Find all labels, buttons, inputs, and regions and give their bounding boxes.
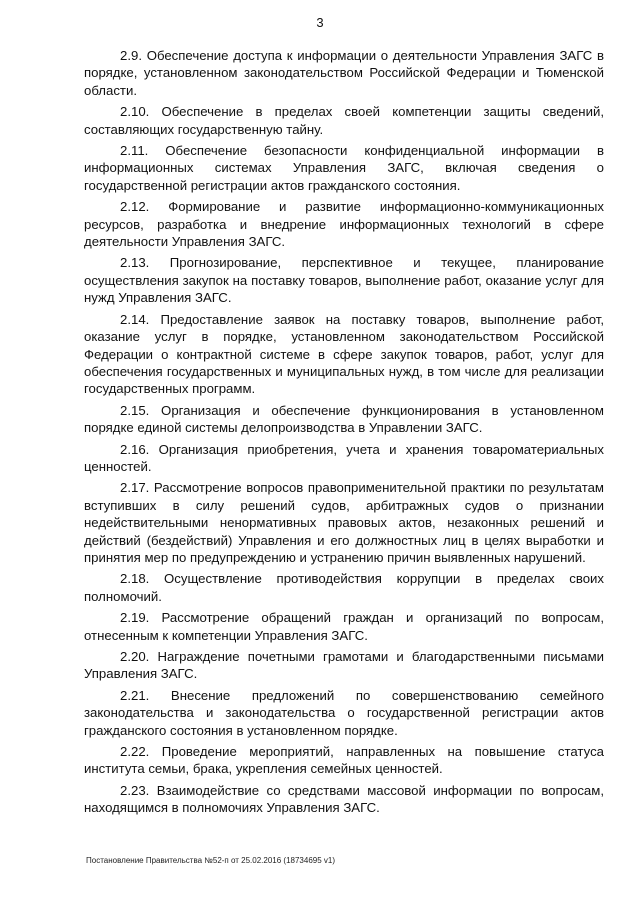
- paragraph-2-18: 2.18. Осуществление противодействия коррупции в пределах своих полномочий.: [84, 571, 604, 604]
- paragraph-2-23: 2.23. Взаимодействие со средствами массовой информации по вопросам, находящимся в полномочиях Управления ЗАГС.: [84, 782, 604, 816]
- paragraph-2-21: 2.21. Внесение предложений по совершенствованию семейного законодательства и законодательства о государственной регистрации актов гражданского состояния в установленном порядке.: [84, 687, 604, 738]
- paragraph-2-14: 2.14. Предоставление заявок на поставку товаров, выполнение работ, оказание услуг в порядке, установленном законодательством Российской Федерации о контрактной системе в сфере закупок товаров, работ, услуг для обеспечения государственных и муниципальных нужд, в том числе для реализации государственных программ.: [84, 311, 604, 397]
- paragraph-2-9: 2.9. Обеспечение доступа к информации о деятельности Управления ЗАГС в порядке, установленном законодательством Российской Федерации и Тюменской области.: [84, 48, 604, 98]
- paragraph-2-12: 2.12. Формирование и развитие информационно-коммуникационных ресурсов, разработка и внедрение информационных технологий в сфере деятельности Управления ЗАГС.: [84, 199, 604, 250]
- paragraph-2-20: 2.20. Награждение почетными грамотами и благодарственными письмами Управления ЗАГС.: [84, 649, 604, 682]
- paragraph-2-11: 2.11. Обеспечение безопасности конфиденциальной информации в информационных системах Управления ЗАГС, включая сведения о государственной регистрации актов гражданского состояния.: [84, 143, 604, 193]
- paragraph-2-16: 2.16. Организация приобретения, учета и хранения товароматериальных ценностей.: [84, 441, 604, 474]
- page-number: 3: [316, 15, 324, 30]
- paragraph-2-17: 2.17. Рассмотрение вопросов правоприменительной практики по результатам вступивших в силу решений судов, арбитражных судов о признании недействительными ненормативных правовых актов, незаконных решений и действий (бездействий) Управления и его должностных лиц в целях выработки и принятия мер по предупреждению и устранению причин выявленных нарушений.: [84, 480, 604, 565]
- paragraph-2-15: 2.15. Организация и обеспечение функционирования в установленном порядке единой системы делопроизводства в Управлении ЗАГС.: [84, 402, 604, 436]
- paragraph-2-10: 2.10. Обеспечение в пределах своей компетенции защиты сведений, составляющих государственную тайну.: [84, 104, 604, 137]
- paragraph-2-19: 2.19. Рассмотрение обращений граждан и организаций по вопросам, отнесенным к компетенции Управления ЗАГС.: [84, 610, 604, 643]
- document-footer: Постановление Правительства №52-п от 25.02.2016 (18734695 v1): [86, 856, 336, 865]
- paragraph-2-22: 2.22. Проведение мероприятий, направленных на повышение статуса института семьи, брака, укрепления семейных ценностей.: [84, 744, 604, 777]
- document-body: [84, 47, 604, 821]
- paragraph-2-13: 2.13. Прогнозирование, перспективное и текущее, планирование осуществления закупок на поставку товаров, выполнение работ, оказание услуг для нужд Управления ЗАГС.: [84, 255, 604, 306]
